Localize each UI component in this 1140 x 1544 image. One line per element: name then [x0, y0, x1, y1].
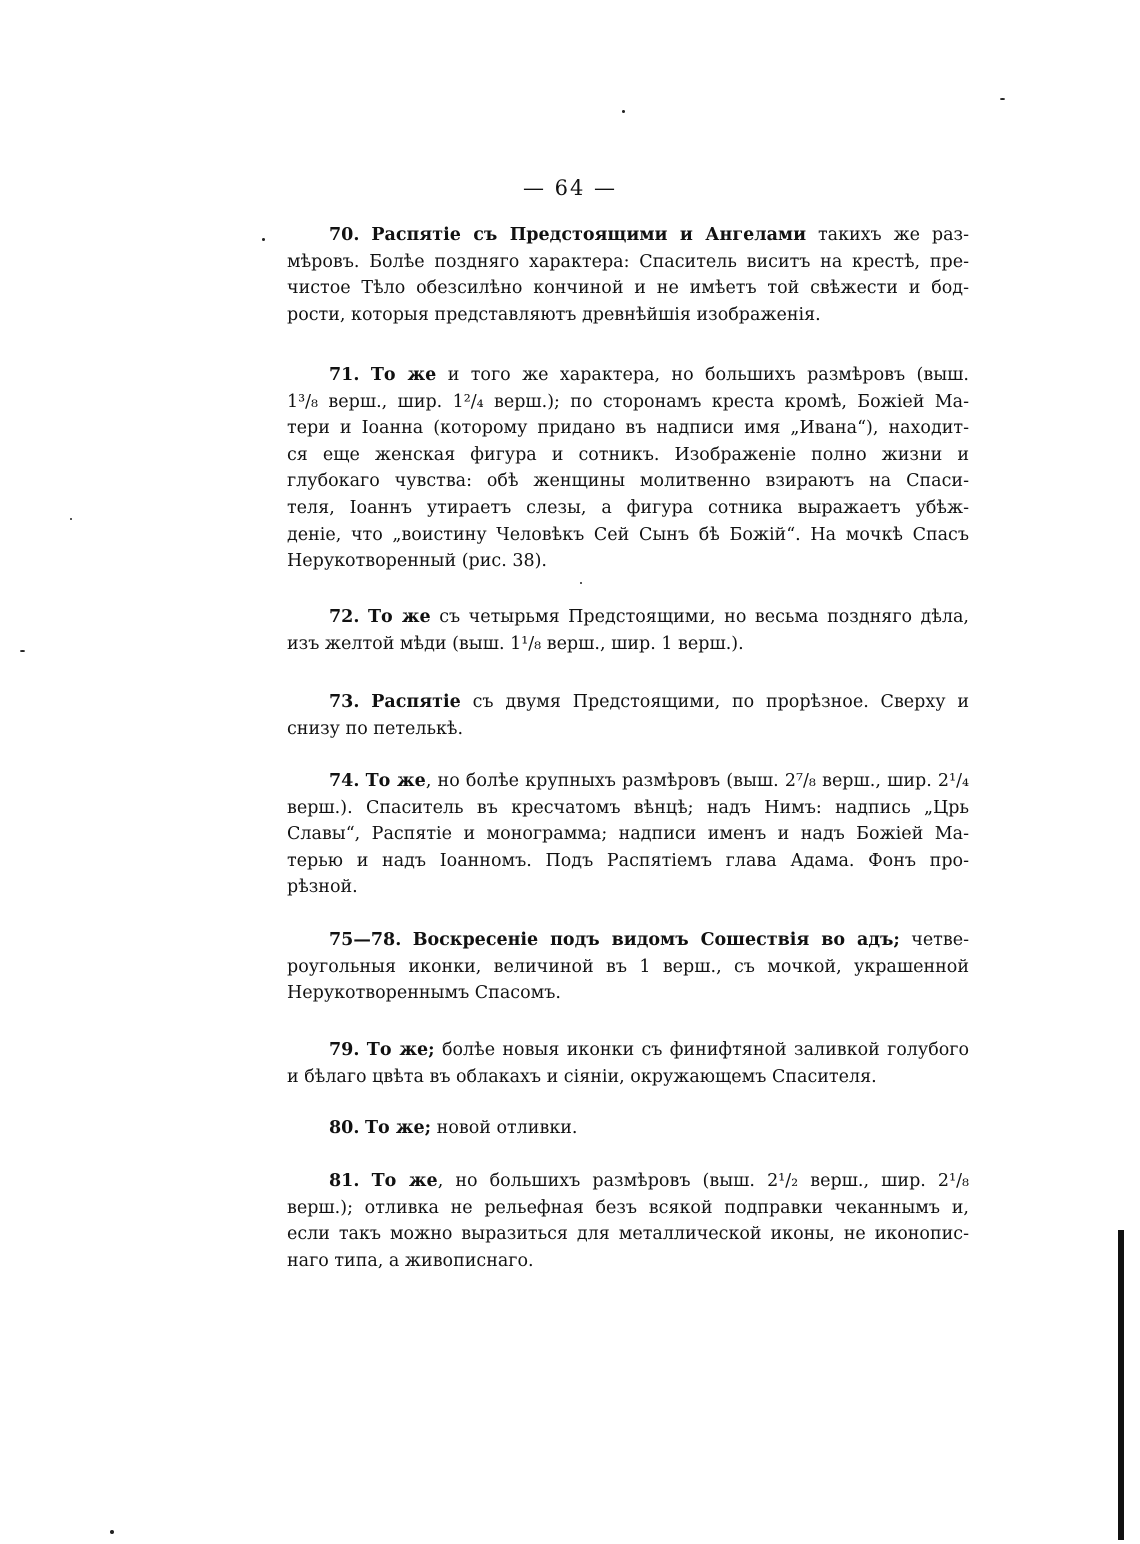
- entry-line: деніе, что „воистину Человѣкъ Сей Сынъ бѣ Божій“. На мочкѣ Спасъ: [287, 524, 969, 545]
- entry-heading: То же: [368, 607, 431, 627]
- entry-line: чистое Тѣло обезсилѣно кончиной и не имѣетъ той свѣжести и бод-: [287, 278, 969, 299]
- entry-number: 75—78.: [329, 930, 402, 950]
- entry-line: Славы“, Распятіе и монограмма; надписи именъ и надъ Божіей Ма-: [287, 824, 969, 845]
- entry-heading: То же;: [366, 1040, 435, 1060]
- entry-text: и того же характера, но большихъ размѣровъ (выш.: [436, 365, 969, 385]
- scan-speck: [70, 518, 72, 520]
- entry-line: рѣзной.: [287, 877, 358, 898]
- entry-number: 71.: [329, 365, 360, 385]
- scan-speck: [262, 238, 265, 241]
- entry-line: [287, 927, 969, 954]
- entry-text: , но большихъ размѣровъ (выш. 2¹/₂ верш., шир. 2¹/₈: [437, 1171, 969, 1191]
- entry-line: рости, которыя представляютъ древнѣйшія изображенія.: [287, 304, 821, 325]
- scan-speck: [1000, 98, 1005, 100]
- entry-line: верш.). Спаситель въ кресчатомъ вѣнцѣ; надъ Нимъ: надпись „Црь: [287, 797, 969, 818]
- entry-text: четве-: [899, 930, 969, 950]
- entry-line: [287, 1168, 969, 1195]
- entry-75-78: [287, 927, 969, 1007]
- entry-70: [287, 222, 969, 328]
- entry-line: [287, 222, 969, 249]
- entry-line: изъ желтой мѣди (выш. 1¹/₈ верш., шир. 1 верш.).: [287, 633, 744, 654]
- entry-number: 70.: [329, 225, 360, 245]
- entry-heading: Распятіе: [371, 692, 461, 712]
- scan-edge-shadow: [1118, 1230, 1124, 1540]
- entry-line: тери и Іоанна (которому придано въ надписи имя „Ивана“), находит-: [287, 418, 969, 439]
- entry-line: [287, 362, 969, 389]
- scan-speck: [622, 110, 625, 113]
- entry-74: [287, 768, 969, 901]
- entry-heading: То же: [365, 771, 426, 791]
- entry-line: роугольныя иконки, величиной въ 1 верш., съ мочкой, украшенной: [287, 956, 969, 977]
- entry-line: Нерукотвореннымъ Спасомъ.: [287, 983, 561, 1004]
- entry-line: [287, 689, 969, 716]
- entry-text: болѣе новыя иконки съ финифтяной заливкой голубого: [434, 1040, 969, 1060]
- entry-line: глубокаго чувства: обѣ женщины молитвенно взираютъ на Спаси-: [287, 471, 969, 492]
- entry-line: [287, 604, 969, 631]
- entry-line: ся еще женская фигура и сотникъ. Изображеніе полно жизни и: [287, 444, 969, 465]
- entry-line: наго типа, а живописнаго.: [287, 1250, 534, 1271]
- entry-text: , но болѣе крупныхъ размѣровъ (выш. 2⁷/₈ верш., шир. 2¹/₄: [425, 771, 969, 791]
- entry-line: если такъ можно выразиться для металлической иконы, не иконопис-: [287, 1224, 969, 1245]
- entry-text: съ четырьмя Предстоящими, но весьма поздняго дѣла,: [430, 607, 969, 627]
- entry-heading: Воскресеніе подъ видомъ Сошествія во адъ;: [412, 930, 900, 950]
- entry-line: [287, 768, 969, 795]
- entry-number: 73.: [329, 692, 360, 712]
- entry-line: верш.); отливка не рельефная безъ всякой подправки чеканнымъ и,: [287, 1197, 969, 1218]
- entry-number: 72.: [329, 607, 360, 627]
- entry-number: 81.: [329, 1171, 360, 1191]
- entry-text: новой отливки.: [431, 1118, 578, 1138]
- entry-number: 80.: [329, 1118, 360, 1138]
- scan-speck: [110, 1530, 114, 1534]
- entry-line: мѣровъ. Болѣе поздняго характера: Спаситель виситъ на крестѣ, пре-: [287, 251, 969, 272]
- entry-line: и бѣлаго цвѣта въ облакахъ и сіяніи, окружающемъ Спасителя.: [287, 1066, 877, 1087]
- entry-number: 74.: [329, 771, 360, 791]
- entry-80: [287, 1115, 969, 1142]
- entry-81: [287, 1168, 969, 1274]
- entry-73: [287, 689, 969, 742]
- entry-heading: То же: [371, 1171, 438, 1191]
- entry-text: съ двумя Предстоящими, по прорѣзное. Сверху и: [460, 692, 969, 712]
- entry-line: 1³/₈ верш., шир. 1²/₄ верш.); по сторонамъ креста кромѣ, Божіей Ма-: [287, 391, 969, 412]
- scan-speck: [20, 650, 25, 652]
- entry-line: [287, 1115, 969, 1142]
- entry-71: [287, 362, 969, 575]
- entry-heading: То же: [370, 365, 437, 385]
- page-number: — 64 —: [522, 176, 618, 200]
- entry-line: терью и надъ Іоанномъ. Подъ Распятіемъ глава Адама. Фонъ про-: [287, 850, 969, 871]
- entry-heading: Распятіе съ Предстоящими и Ангелами: [371, 225, 807, 245]
- entry-line: [287, 1037, 969, 1064]
- entry-72: [287, 604, 969, 657]
- entry-number: 79.: [329, 1040, 360, 1060]
- entry-79: [287, 1037, 969, 1090]
- entry-line: Нерукотворенный (рис. 38).: [287, 551, 547, 572]
- entry-text: такихъ же раз-: [806, 225, 969, 245]
- entry-line: теля, Іоаннъ утираетъ слезы, а фигура сотника выражаетъ убѣж-: [287, 497, 969, 518]
- entry-line: снизу по петелькѣ.: [287, 718, 464, 739]
- scan-speck: [580, 582, 582, 584]
- entry-heading: То же;: [365, 1118, 432, 1138]
